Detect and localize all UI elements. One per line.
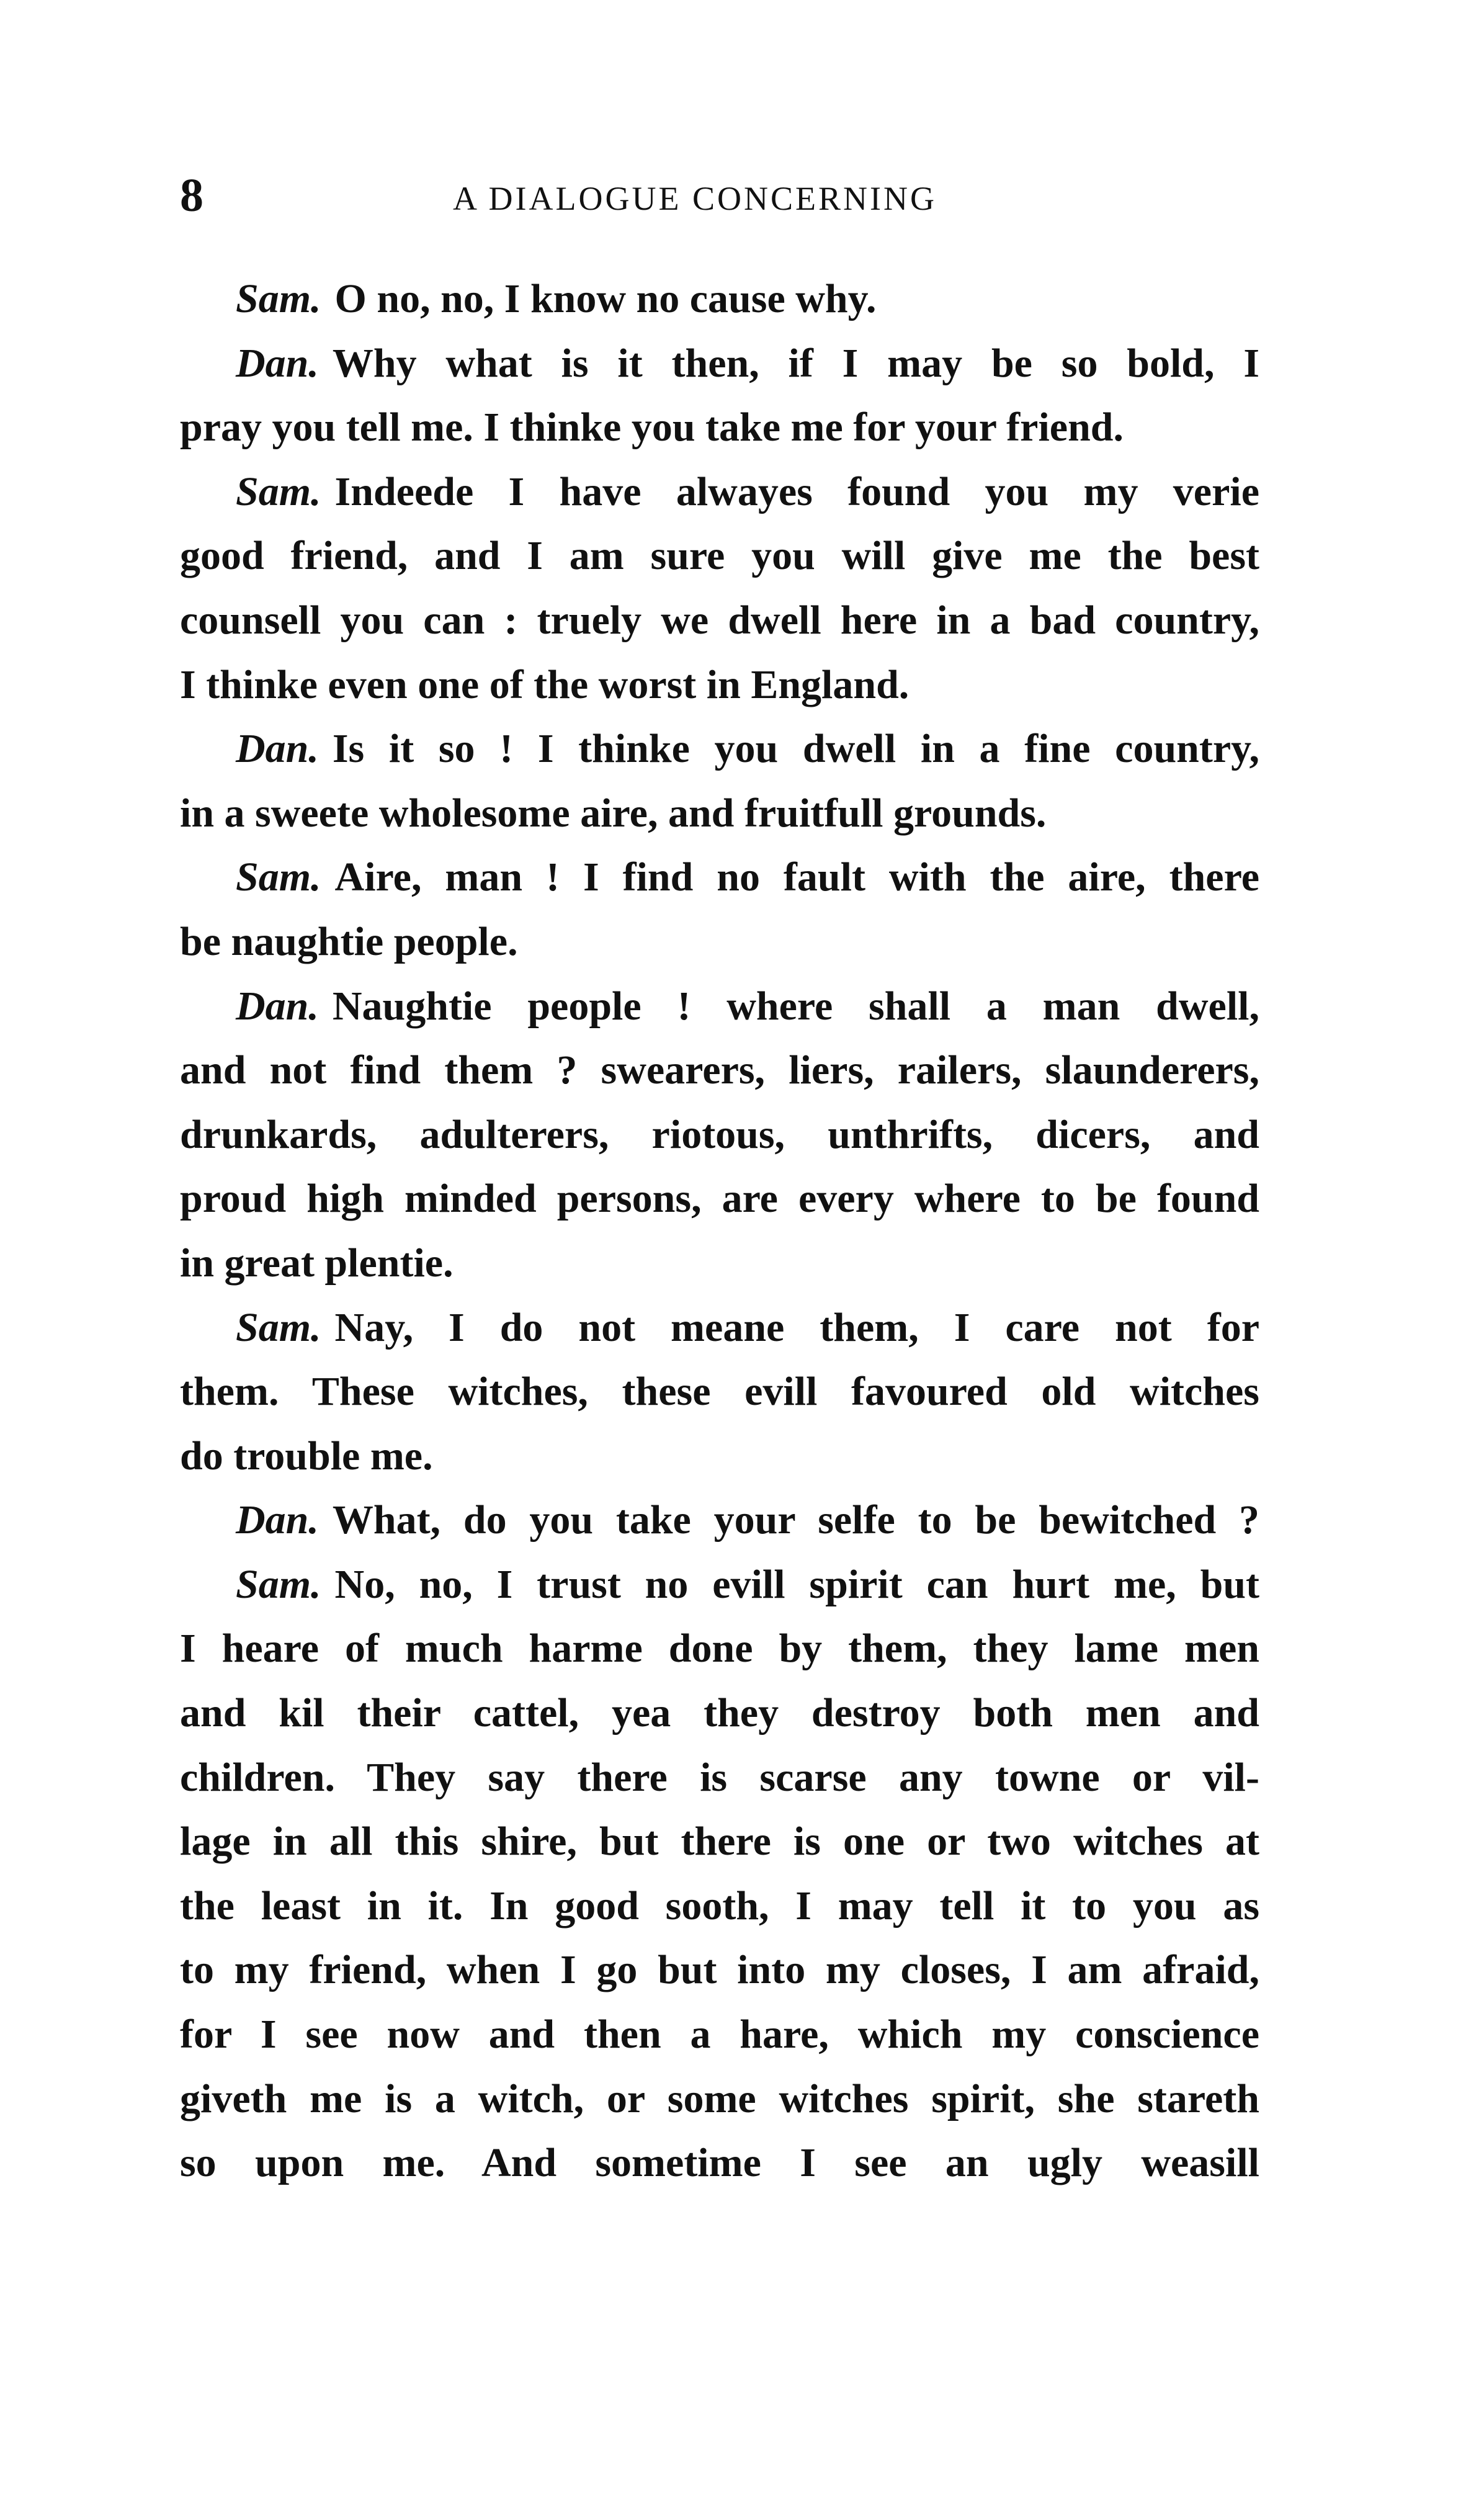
- line-text: O no, no, I know no cause why.: [334, 276, 877, 321]
- text-line: [180, 1360, 1259, 1424]
- line-text: Why what is it then, if I may be so bold, I: [332, 340, 1259, 386]
- dialogue-text: [180, 267, 1259, 2195]
- text-line: [180, 1745, 1259, 1810]
- line-text: and not find them ? swearers, liers, railers, slaunderers,: [180, 1047, 1259, 1093]
- line-text: good friend, and I am sure you will give me the best: [180, 533, 1259, 579]
- text-line: [180, 2131, 1259, 2195]
- line-text: lage in all this shire, but there is one or two witches at: [180, 1819, 1259, 1865]
- text-line: [180, 1167, 1259, 1231]
- line-text: to my friend, when I go but into my closes, I am afraid,: [180, 1947, 1259, 1993]
- line-text: drunkards, adulterers, riotous, unthrifts, dicers, and: [180, 1111, 1259, 1157]
- speaker-label: Sam.: [236, 1561, 321, 1607]
- text-line: [180, 2067, 1259, 2131]
- text-line: [180, 395, 1259, 460]
- text-line: [180, 1103, 1259, 1167]
- line-text: be naughtie people.: [180, 918, 518, 964]
- speaker-label: Sam.: [236, 468, 321, 514]
- line-text: in a sweete wholesome aire, and fruitfull grounds.: [180, 790, 1047, 836]
- line-text: Naughtie people ! where shall a man dwell,: [332, 983, 1259, 1029]
- text-line: [180, 1424, 1259, 1489]
- text-line: [180, 524, 1259, 588]
- line-text: do trouble me.: [180, 1433, 433, 1479]
- page-header: [180, 168, 1259, 223]
- speaker-label: Dan.: [236, 983, 319, 1029]
- text-line: [180, 845, 1259, 910]
- line-text: the least in it. In good sooth, I may tell it to you as: [180, 1883, 1259, 1928]
- line-text: I thinke even one of the worst in England.: [180, 661, 910, 707]
- line-text: Indeede I have alwayes found you my verie: [334, 468, 1259, 514]
- line-text: for I see now and then a hare, which my conscience: [180, 2012, 1259, 2058]
- line-text: Nay, I do not meane them, I care not for: [334, 1304, 1259, 1350]
- text-line: [180, 331, 1259, 396]
- line-text: and kil their cattel, yea they destroy both men and: [180, 1690, 1259, 1736]
- text-line: [180, 910, 1259, 974]
- line-text: I heare of much harme done by them, they lame men: [180, 1626, 1259, 1672]
- speaker-label: Dan.: [236, 340, 319, 386]
- speaker-label: Sam.: [236, 854, 321, 900]
- text-line: [180, 1552, 1259, 1617]
- text-line: [180, 2002, 1259, 2067]
- speaker-label: Dan.: [236, 1497, 319, 1543]
- line-text: so upon me. And sometime I see an ugly weasill: [180, 2140, 1259, 2186]
- line-text: Aire, man ! I find no fault with the aire, there: [334, 854, 1259, 900]
- text-line: [180, 974, 1259, 1039]
- text-line: [180, 1616, 1259, 1681]
- speaker-label: Sam.: [236, 276, 321, 321]
- text-line: [180, 1231, 1259, 1296]
- text-line: [180, 1488, 1259, 1552]
- line-text: What, do you take your selfe to be bewitched ?: [332, 1497, 1259, 1543]
- running-head: A DIALOGUE CONCERNING: [453, 180, 937, 217]
- line-text: counsell you can : truely we dwell here in a bad country,: [180, 597, 1259, 643]
- text-line: [180, 1038, 1259, 1103]
- page-number: 8: [180, 169, 203, 222]
- text-line: [180, 460, 1259, 524]
- text-line: [180, 1296, 1259, 1360]
- speaker-label: Dan.: [236, 726, 319, 772]
- line-text: in great plentie.: [180, 1240, 454, 1286]
- text-line: [180, 1874, 1259, 1938]
- speaker-label: Sam.: [236, 1304, 321, 1350]
- line-text: pray you tell me. I thinke you take me for your friend.: [180, 405, 1124, 450]
- text-line: [180, 588, 1259, 653]
- text-line: [180, 781, 1259, 846]
- text-line: [180, 717, 1259, 781]
- line-text: children. They say there is scarse any towne or vil-: [180, 1754, 1259, 1800]
- text-line: [180, 267, 1259, 331]
- text-line: [180, 1938, 1259, 2002]
- line-text: No, no, I trust no evill spirit can hurt me, but: [334, 1561, 1259, 1607]
- line-text: giveth me is a witch, or some witches spirit, she stareth: [180, 2076, 1259, 2121]
- text-line: [180, 1681, 1259, 1745]
- line-text: Is it so ! I thinke you dwell in a fine country,: [332, 726, 1259, 772]
- line-text: them. These witches, these evill favoured old witches: [180, 1369, 1259, 1415]
- line-text: proud high minded persons, are every where to be found: [180, 1176, 1259, 1222]
- text-line: [180, 653, 1259, 717]
- text-line: [180, 1809, 1259, 1874]
